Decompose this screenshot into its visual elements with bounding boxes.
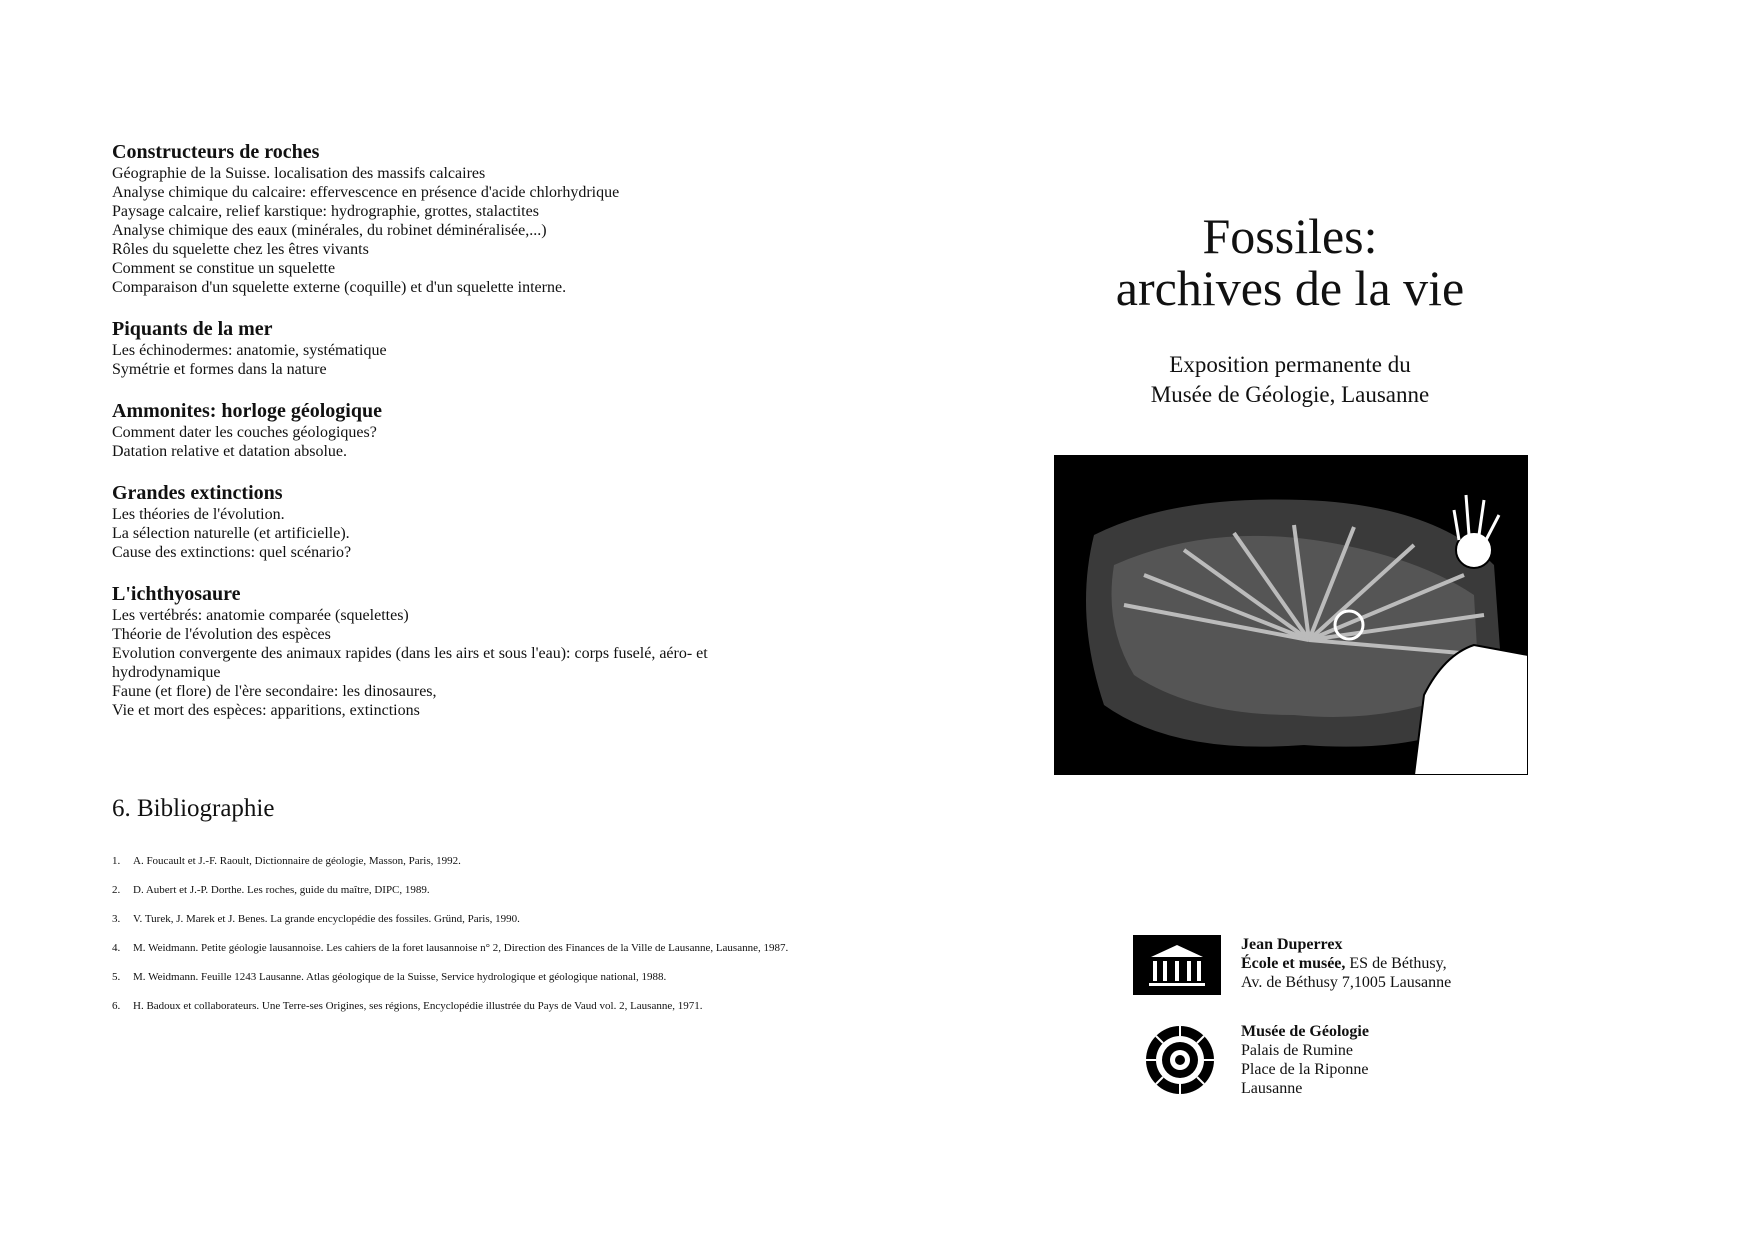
section-line: Analyse chimique des eaux (minérales, du robinet déminéralisée,...) xyxy=(112,222,547,239)
bibliography-item xyxy=(112,912,802,927)
section-line: Evolution convergente des animaux rapides (dans les airs et sous l'eau): corps fuselé, aéro- et xyxy=(112,645,708,662)
contact-school-rest: ES de Béthusy, xyxy=(1345,955,1447,972)
cover-title-line: archives de la vie xyxy=(1115,260,1465,316)
bibliography-number: 3. xyxy=(112,913,121,925)
cover-subtitle xyxy=(1040,350,1540,410)
bibliography-text: A. Foucault et J.-F. Raoult, Dictionnaire de géologie, Masson, Paris, 1992. xyxy=(133,855,461,867)
contact-museum xyxy=(1133,1022,1553,1098)
bibliography-item xyxy=(112,854,802,869)
contact-name: Musée de Géologie xyxy=(1241,1023,1369,1040)
section-title: Piquants de la mer xyxy=(112,318,273,340)
section-ammonites xyxy=(112,399,812,461)
section-line: Vie et mort des espèces: apparitions, extinctions xyxy=(112,702,420,719)
section-title: L'ichthyosaure xyxy=(112,583,241,605)
bibliography-number: 6. xyxy=(112,1000,121,1012)
activities-column xyxy=(112,140,812,740)
contact-school-bold: École et musée, xyxy=(1241,955,1346,972)
section-line: Les échinodermes: anatomie, systématique xyxy=(112,342,387,359)
section-piquants xyxy=(112,317,812,379)
section-title: Grandes extinctions xyxy=(112,482,283,504)
section-line: Comment dater les couches géologiques? xyxy=(112,424,377,441)
section-line: Symétrie et formes dans la nature xyxy=(112,361,327,378)
section-title: Ammonites: horloge géologique xyxy=(112,400,382,422)
bibliography-item xyxy=(112,970,802,985)
section-line: Faune (et flore) de l'ère secondaire: les dinosaures, xyxy=(112,683,437,700)
cover-subtitle-line: Exposition permanente du xyxy=(1169,352,1411,377)
bibliography-text: M. Weidmann. Petite géologie lausannoise. Les cahiers de la foret lausannoise n° 2, Direction des Finances de la Ville de Lausanne, Lausanne, 1987. xyxy=(133,942,789,954)
cover-title xyxy=(1040,210,1540,314)
fossil-illustration xyxy=(1054,455,1528,775)
bibliography-number: 5. xyxy=(112,971,121,983)
contact-name: Jean Duperrex xyxy=(1241,936,1343,953)
bibliography-item xyxy=(112,941,802,956)
contact-address: Av. de Béthusy 7,1005 Lausanne xyxy=(1241,974,1452,991)
section-constructeurs xyxy=(112,140,812,297)
section-line: Datation relative et datation absolue. xyxy=(112,443,348,460)
cover-subtitle-line: Musée de Géologie, Lausanne xyxy=(1150,382,1430,407)
bibliography-text: D. Aubert et J.-P. Dorthe. Les roches, guide du maître, DIPC, 1989. xyxy=(133,884,430,896)
bibliography-text: V. Turek, J. Marek et J. Benes. La grande encyclopédie des fossiles. Gründ, Paris, 1990. xyxy=(133,913,520,925)
section-line: Paysage calcaire, relief karstique: hydrographie, grottes, stalactites xyxy=(112,203,539,220)
bibliography-item xyxy=(112,999,802,1014)
section-line: Analyse chimique du calcaire: effervescence en présence d'acide chlorhydrique xyxy=(112,184,620,201)
contact-school xyxy=(1133,935,1553,992)
section-title: Constructeurs de roches xyxy=(112,141,320,163)
section-extinctions xyxy=(112,481,812,562)
contact-line: Palais de Rumine xyxy=(1241,1042,1353,1059)
section-line: Comparaison d'un squelette externe (coquille) et d'un squelette interne. xyxy=(112,279,567,296)
section-line: Géographie de la Suisse. localisation des massifs calcaires xyxy=(112,165,486,182)
section-line: Les théories de l'évolution. xyxy=(112,506,285,523)
cover-title-line: Fossiles: xyxy=(1202,208,1378,264)
bibliography-number: 4. xyxy=(112,942,121,954)
contact-line: Place de la Riponne xyxy=(1241,1061,1369,1078)
contact-school-line xyxy=(1133,954,1553,973)
bibliography-item xyxy=(112,883,802,898)
section-ichthyosaure xyxy=(112,582,812,720)
section-line: Rôles du squelette chez les êtres vivants xyxy=(112,241,369,258)
bibliography-number: 1. xyxy=(112,855,121,867)
section-line: hydrodynamique xyxy=(112,664,221,681)
bibliography-list xyxy=(112,854,802,1028)
section-line: Cause des extinctions: quel scénario? xyxy=(112,544,352,561)
section-line: Comment se constitue un squelette xyxy=(112,260,336,277)
section-line: Théorie de l'évolution des espèces xyxy=(112,626,331,643)
section-line: Les vertébrés: anatomie comparée (squelettes) xyxy=(112,607,409,624)
bibliography-number: 2. xyxy=(112,884,121,896)
fossil-illustration-svg xyxy=(1054,455,1528,775)
section-line: La sélection naturelle (et artificielle). xyxy=(112,525,350,542)
bibliography-text: H. Badoux et collaborateurs. Une Terre-ses Origines, ses régions, Encyclopédie illustrée du Pays de Vaud vol. 2, Lausanne, 1971. xyxy=(133,1000,703,1012)
bibliography-text: M. Weidmann. Feuille 1243 Lausanne. Atlas géologique de la Suisse, Service hydrologique et géologique national, 1988. xyxy=(133,971,667,983)
bibliography-title: 6. Bibliographie xyxy=(112,795,275,822)
contact-line: Lausanne xyxy=(1241,1080,1303,1097)
